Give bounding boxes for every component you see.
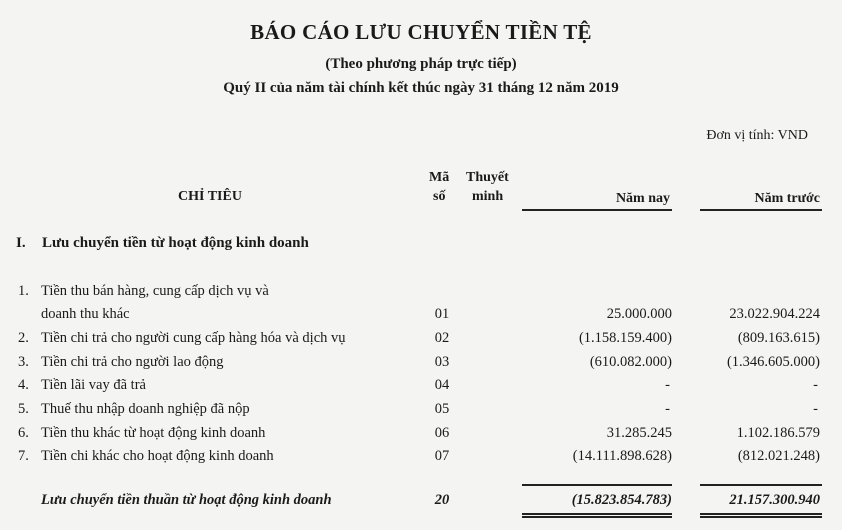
row-label: doanh thu khác <box>41 306 130 322</box>
row-current-value: - <box>665 401 670 417</box>
total-previous-double-rule-1 <box>700 513 822 515</box>
row-previous-value: 1.102.186.579 <box>736 425 820 441</box>
row-label: Tiền chi trả cho người lao động <box>41 354 224 370</box>
total-current-value: (15.823.854.783) <box>571 492 672 508</box>
column-header-code-1: Mã <box>429 170 450 185</box>
row-current-value: (610.082.000) <box>589 354 672 370</box>
row-previous-value: (809.163.615) <box>737 330 820 346</box>
section-number: I. <box>16 235 26 251</box>
current-year-header-rule <box>522 209 672 211</box>
section-heading <box>16 235 309 252</box>
row-current-value: 25.000.000 <box>606 306 672 322</box>
table-row <box>0 283 842 303</box>
report-title: BÁO CÁO LƯU CHUYỂN TIỀN TỆ <box>250 20 592 44</box>
column-header-current-year: Năm nay <box>615 191 670 206</box>
report-period: Quý II của năm tài chính kết thúc ngày 31 tháng 12 năm 2019 <box>223 80 619 96</box>
row-code: 03 <box>434 354 450 370</box>
row-code: 04 <box>434 377 450 393</box>
total-previous-double-rule-2 <box>700 516 822 518</box>
row-number: 3. <box>18 354 29 370</box>
row-previous-value: (1.346.605.000) <box>726 354 820 370</box>
row-current-value: - <box>665 377 670 393</box>
row-number: 7. <box>18 448 29 464</box>
total-current-double-rule-2 <box>522 516 672 518</box>
total-current-top-rule <box>522 484 672 486</box>
previous-year-header-rule <box>700 209 822 211</box>
total-previous-value: 21.157.300.940 <box>729 492 820 508</box>
total-label: Lưu chuyển tiền thuần từ hoạt động kinh doanh <box>41 492 332 508</box>
row-code: 05 <box>434 401 450 417</box>
row-label: Thuế thu nhập doanh nghiệp đã nộp <box>41 401 250 417</box>
row-code: 01 <box>434 306 450 322</box>
report-subtitle: (Theo phương pháp trực tiếp) <box>325 56 517 72</box>
row-current-value: 31.285.245 <box>606 425 672 441</box>
row-current-value: (14.111.898.628) <box>572 448 672 464</box>
row-previous-value: - <box>813 377 818 393</box>
column-header-code-2: số <box>433 189 446 204</box>
row-number: 6. <box>18 425 29 441</box>
column-header-note-1: Thuyết <box>466 170 509 185</box>
column-header-note-2: minh <box>472 189 504 204</box>
column-header-indicator: CHỈ TIÊU <box>178 189 242 204</box>
row-label: Tiền chi khác cho hoạt động kinh doanh <box>41 448 274 464</box>
row-number: 2. <box>18 330 29 346</box>
row-number: 5. <box>18 401 29 417</box>
section-title: Lưu chuyển tiền từ hoạt động kinh doanh <box>42 235 309 251</box>
row-previous-value: 23.022.904.224 <box>729 306 820 322</box>
row-previous-value: (812.021.248) <box>737 448 820 464</box>
currency-unit: Đơn vị tính: VND <box>706 128 808 143</box>
row-label: Tiền lãi vay đã trả <box>41 377 146 393</box>
row-code: 02 <box>434 330 450 346</box>
column-header-previous-year: Năm trước <box>754 191 820 206</box>
row-label: Tiền thu khác từ hoạt động kinh doanh <box>41 425 266 441</box>
table-row <box>0 306 842 326</box>
row-label: Tiền chi trả cho người cung cấp hàng hóa và dịch vụ <box>41 330 346 346</box>
row-previous-value: - <box>813 401 818 417</box>
row-number: 1. <box>18 283 29 299</box>
total-current-double-rule-1 <box>522 513 672 515</box>
total-previous-top-rule <box>700 484 822 486</box>
row-code: 07 <box>434 448 450 464</box>
row-code: 06 <box>434 425 450 441</box>
row-current-value: (1.158.159.400) <box>578 330 672 346</box>
row-label: Tiền thu bán hàng, cung cấp dịch vụ và <box>41 283 269 299</box>
total-code: 20 <box>434 492 450 508</box>
row-number: 4. <box>18 377 29 393</box>
